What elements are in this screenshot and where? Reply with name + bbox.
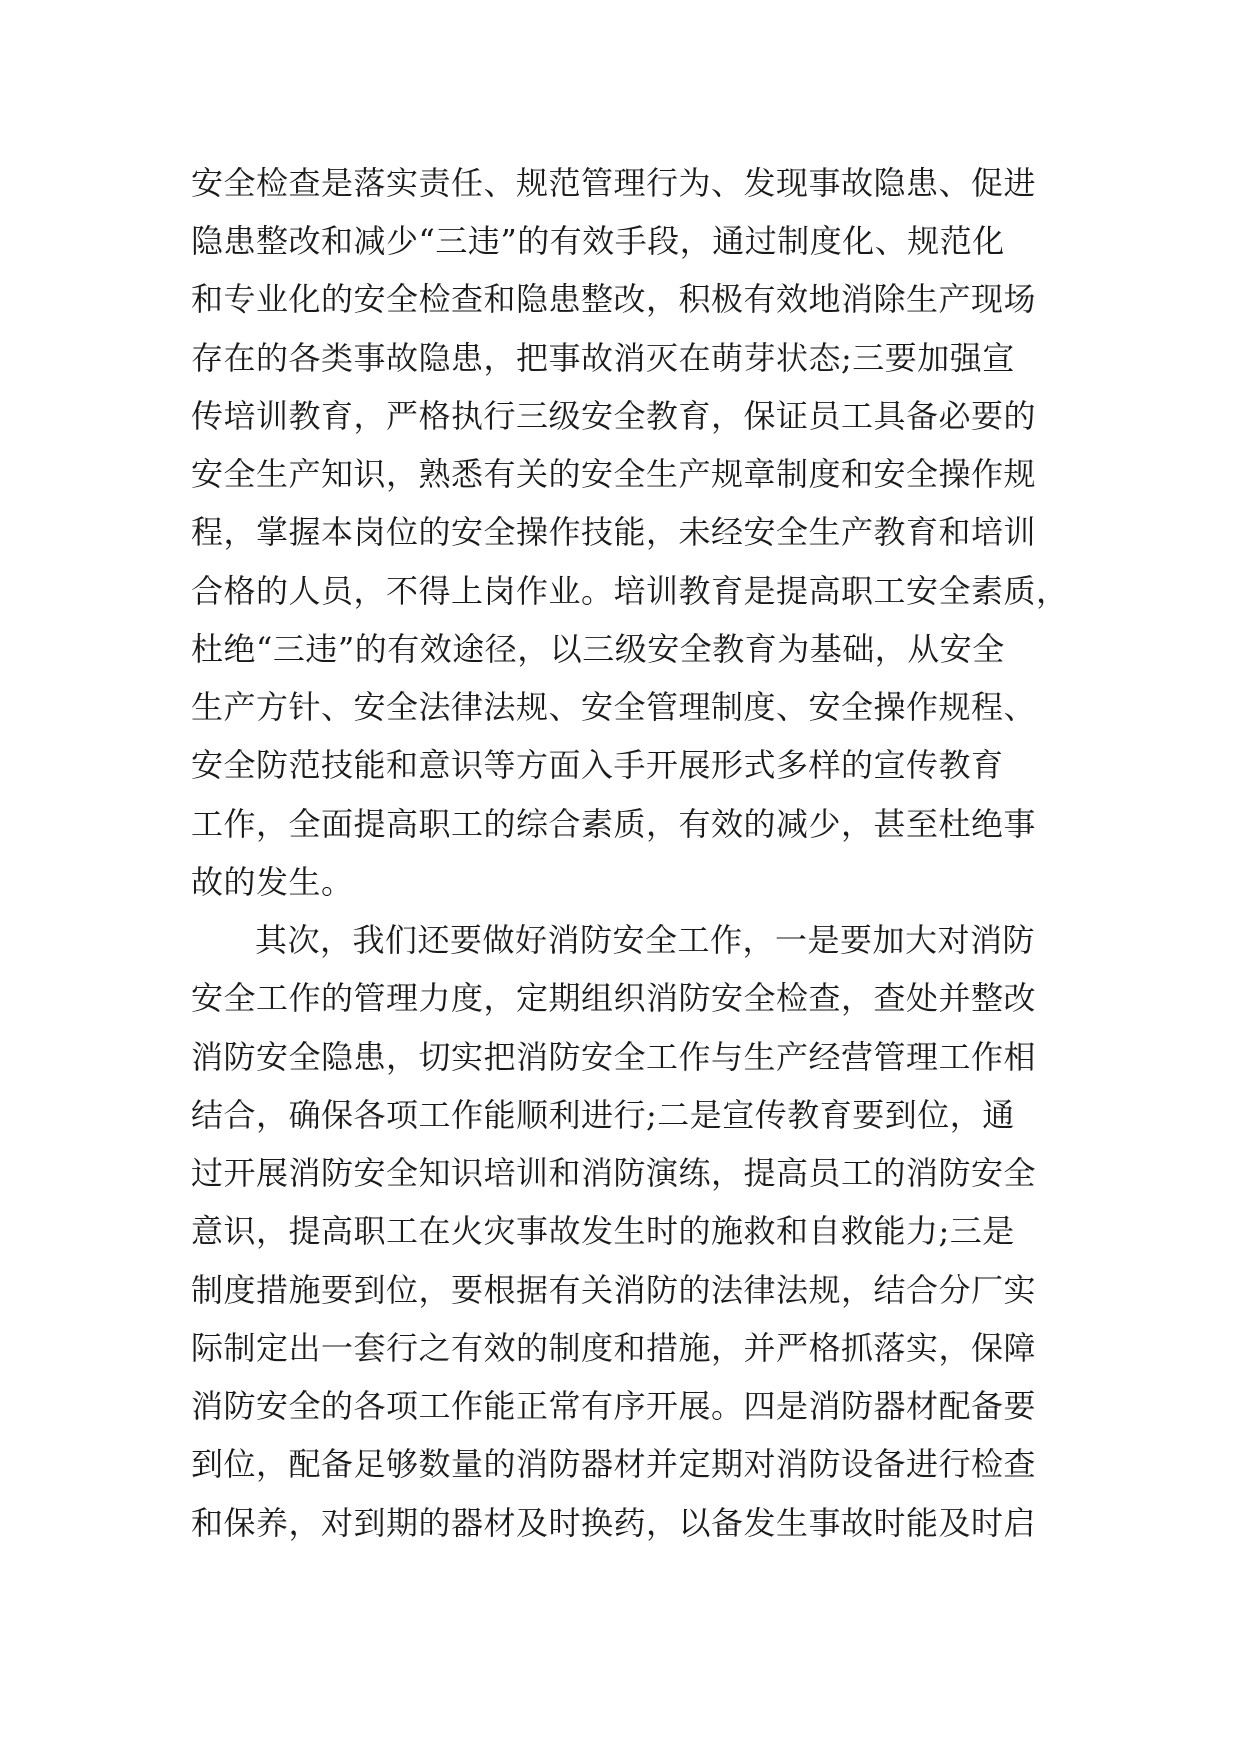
text-line: 其次，我们还要做好消防安全工作，一是要加大对消防: [255, 921, 1036, 959]
text-line: 安全检查是落实责任、规范管理行为、发现事故隐患、促进: [191, 164, 1037, 202]
text-line: 合格的人员，不得上岗作业。培训教育是提高职工安全素质，: [191, 572, 1069, 610]
text-line: 程，掌握本岗位的安全操作技能，未经安全生产教育和培训: [191, 513, 1037, 551]
text-line: 和专业化的安全检查和隐患整改，积极有效地消除生产现场: [191, 280, 1037, 318]
text-line: 故的发生。: [191, 863, 354, 901]
text-line: 结合，确保各项工作能顺利进行;二是宣传教育要到位，通: [191, 1096, 1015, 1134]
text-line: 工作，全面提高职工的综合素质，有效的减少，甚至杜绝事: [191, 805, 1037, 843]
text-line: 隐患整改和减少“三违”的有效手段，通过制度化、规范化: [191, 222, 1005, 260]
text-line: 到位，配备足够数量的消防器材并定期对消防设备进行检查: [191, 1445, 1037, 1483]
text-line: 安全防范技能和意识等方面入手开展形式多样的宣传教育: [191, 746, 1004, 784]
text-line: 过开展消防安全知识培训和消防演练，提高员工的消防安全: [191, 1154, 1037, 1192]
text-line: 存在的各类事故隐患，把事故消灭在萌芽状态;三要加强宣: [191, 339, 1015, 377]
text-line: 杜绝“三违”的有效途径，以三级安全教育为基础，从安全: [191, 630, 1005, 668]
text-line: 制度措施要到位，要根据有关消防的法律法规，结合分厂实: [191, 1271, 1037, 1309]
text-line: 传培训教育，严格执行三级安全教育，保证员工具备必要的: [191, 397, 1037, 435]
text-line: 消防安全隐患，切实把消防安全工作与生产经营管理工作相: [191, 1038, 1037, 1076]
text-line: 际制定出一套行之有效的制度和措施，并严格抓落实，保障: [191, 1329, 1037, 1367]
text-line: 安全工作的管理力度，定期组织消防安全检查，查处并整改: [191, 979, 1037, 1017]
text-line: 安全生产知识，熟悉有关的安全生产规章制度和安全操作规: [191, 455, 1037, 493]
text-line: 和保养，对到期的器材及时换药，以备发生事故时能及时启: [191, 1504, 1037, 1542]
text-line: 生产方针、安全法律法规、安全管理制度、安全操作规程、: [191, 688, 1037, 726]
text-line: 意识，提高职工在火灾事故发生时的施救和自救能力;三是: [191, 1212, 1015, 1250]
text-line: 消防安全的各项工作能正常有序开展。四是消防器材配备要: [191, 1387, 1037, 1425]
